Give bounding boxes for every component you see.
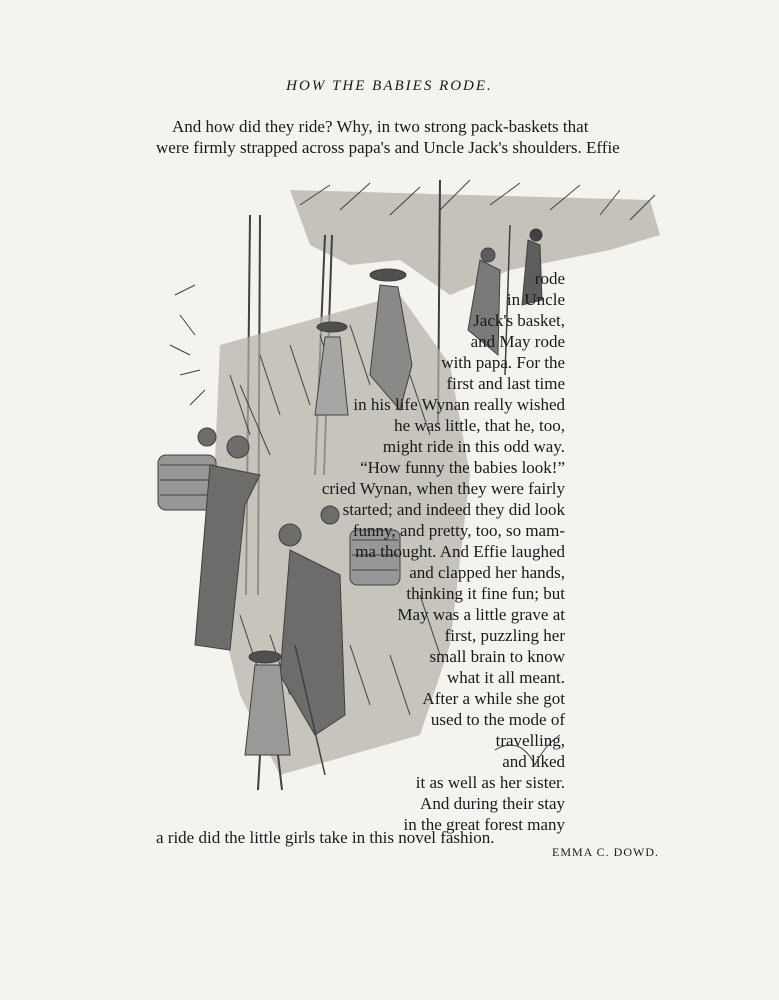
intro-line-2: were firmly strapped across papa's and Uncle Jack's shoulders. Effie bbox=[156, 138, 620, 157]
side-line-15: and clapped her hands, bbox=[409, 563, 565, 582]
side-line-20: what it all meant. bbox=[446, 668, 565, 687]
side-line-11: cried Wynan, when they were fairly bbox=[321, 479, 565, 498]
author-signature: EMMA C. DOWD. bbox=[552, 845, 660, 859]
side-line-16: thinking it fine fun; but bbox=[406, 584, 565, 603]
side-line-8: he was little, that he, too, bbox=[394, 416, 565, 435]
side-line-1: rode bbox=[534, 269, 565, 288]
side-line-10: “How funny the babies look!” bbox=[360, 458, 565, 477]
side-line-17: May was a little grave at bbox=[397, 605, 565, 624]
side-line-25: it as well as her sister. bbox=[415, 773, 565, 792]
side-line-27: in the great forest many bbox=[403, 815, 565, 834]
side-line-22: used to the mode of bbox=[430, 710, 565, 729]
side-line-26: And during their stay bbox=[420, 794, 565, 813]
side-line-3: Jack's basket, bbox=[473, 311, 565, 330]
intro-line-1: And how did they ride? Why, in two strong pack-baskets that bbox=[172, 117, 589, 136]
intro-paragraph bbox=[156, 116, 672, 158]
side-line-13: funny, and pretty, too, so mam- bbox=[352, 521, 565, 540]
side-line-2: in Uncle bbox=[506, 290, 565, 309]
side-line-7: in his life Wynan really wished bbox=[353, 395, 565, 414]
side-line-12: started; and indeed they did look bbox=[342, 500, 565, 519]
side-line-14: ma thought. And Effie laughed bbox=[355, 542, 565, 561]
running-title: HOW THE BABIES RODE. bbox=[286, 78, 493, 94]
side-line-9: might ride in this odd way. bbox=[382, 437, 565, 456]
side-line-24: and liked bbox=[502, 752, 565, 771]
closing-line: a ride did the little girls take in this novel fashion. bbox=[156, 828, 495, 847]
side-line-23: travelling, bbox=[495, 731, 565, 750]
side-line-18: first, puzzling her bbox=[444, 626, 565, 645]
side-line-6: first and last time bbox=[446, 374, 565, 393]
side-line-21: After a while she got bbox=[422, 689, 565, 708]
side-line-19: small brain to know bbox=[429, 647, 565, 666]
side-line-5: with papa. For the bbox=[441, 353, 565, 372]
side-line-4: and May rode bbox=[470, 332, 565, 351]
